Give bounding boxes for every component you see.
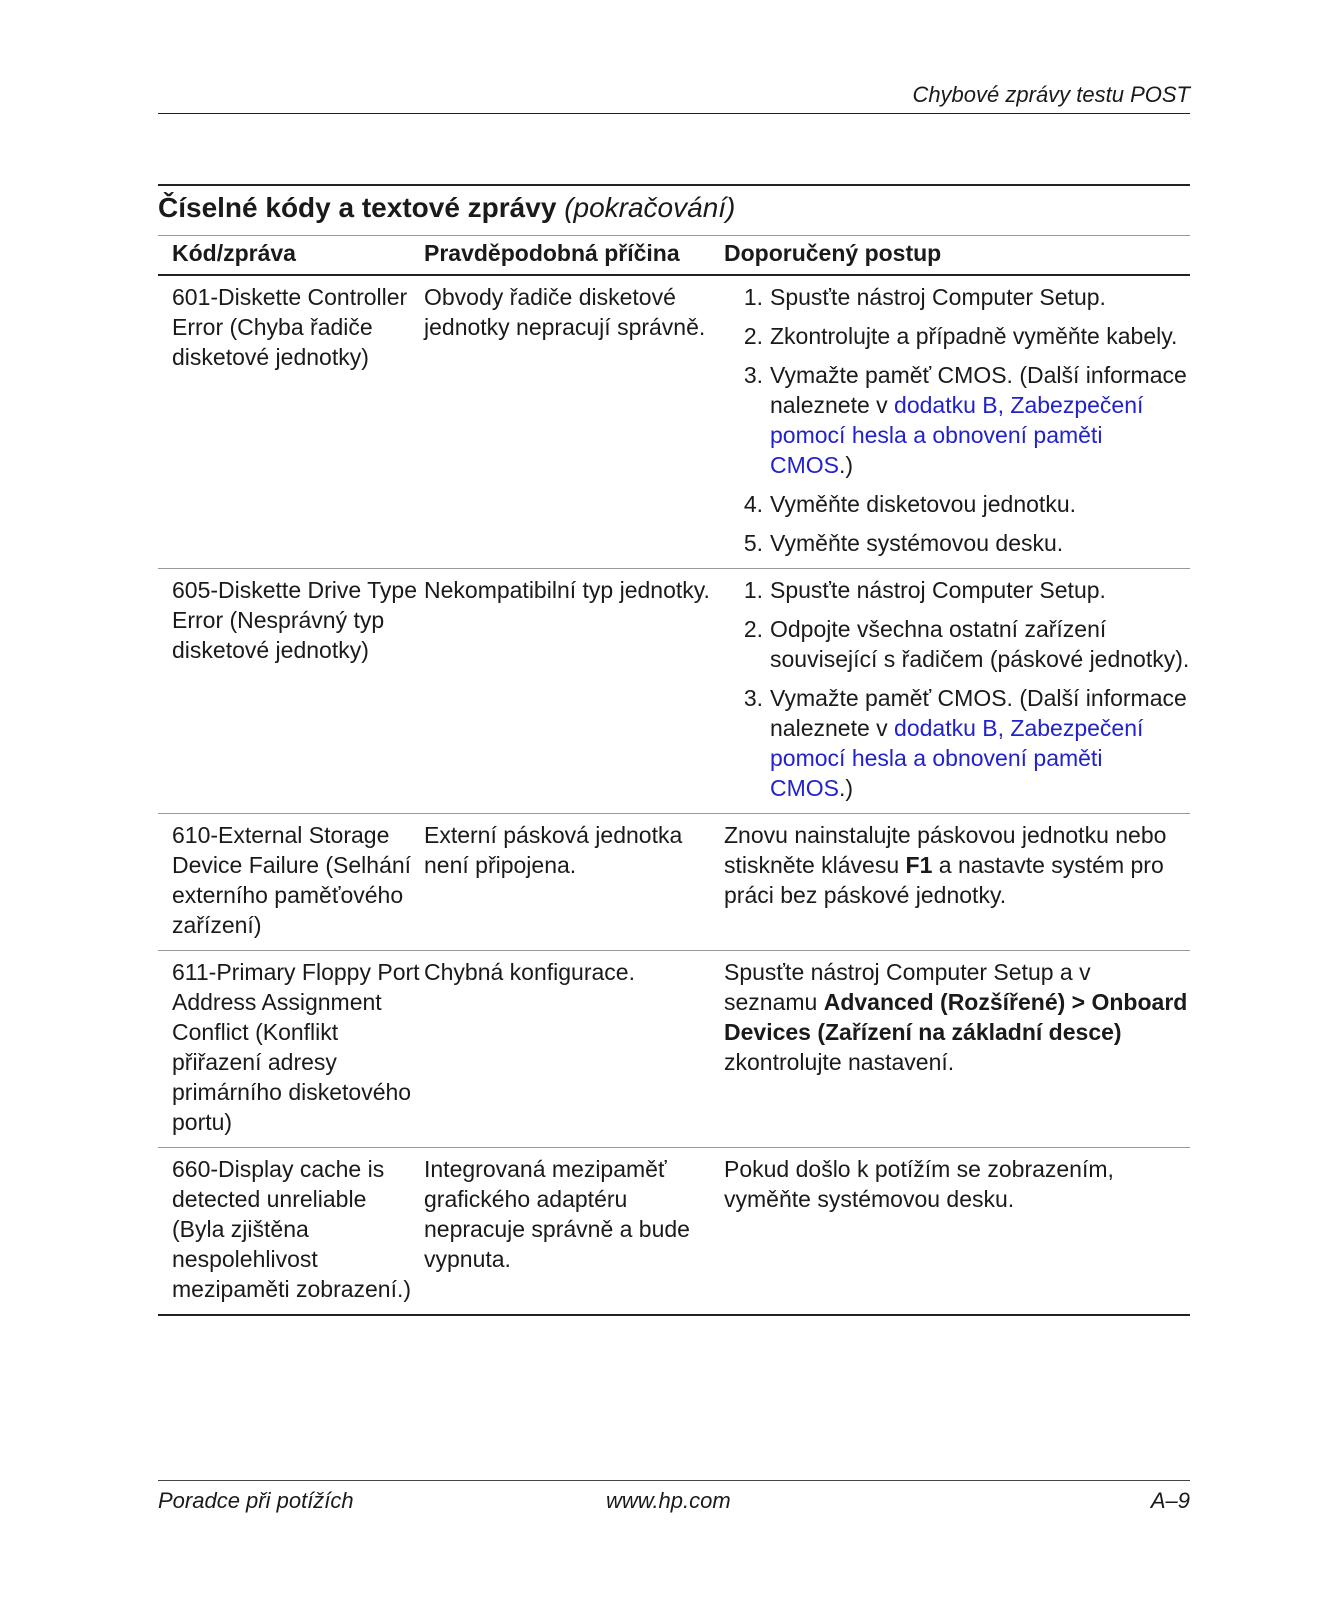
table-title-underline <box>158 235 1190 236</box>
table-header-row <box>158 238 1190 275</box>
code-cell: 605-Diskette Drive Type Error (Nesprávný typ disketové jednotky) <box>158 569 424 814</box>
step-text: Spusťte nástroj Computer Setup. <box>770 284 1106 310</box>
action-cell <box>724 951 1190 1148</box>
step-text <box>770 683 1190 803</box>
step-text-tail: .) <box>839 775 854 801</box>
menu-path: Advanced (Rozšířené) > Onboard Devices (Zařízení na základní desce) <box>724 989 1188 1045</box>
step-number: 5. <box>743 530 763 556</box>
code-cell: 610-External Storage Device Failure (Selhání externího paměťového zařízení) <box>158 814 424 951</box>
step-text <box>770 360 1190 480</box>
code-cell: 660-Display cache is detected unreliable (Byla zjištěna nespolehlivost mezipaměti zobrazení.) <box>158 1148 424 1316</box>
action-text-lead: Znovu nainstalujte páskovou jednotku nebo stiskněte klávesu <box>724 822 1167 878</box>
step-list <box>724 282 1190 558</box>
step-text: Odpojte všechna ostatní zařízení související s řadičem (páskové jednotky). <box>770 616 1190 672</box>
table-title-continued: (pokračování) <box>564 192 736 223</box>
step-text: Spusťte nástroj Computer Setup. <box>770 577 1106 603</box>
action-cell <box>724 569 1190 814</box>
cause-cell: Nekompatibilní typ jednotky. <box>424 569 724 814</box>
table-title-rule <box>158 184 1190 186</box>
error-codes-table <box>158 238 1190 1316</box>
action-cell: Pokud došlo k potížím se zobrazením, vyměňte systémovou desku. <box>724 1148 1190 1316</box>
column-header-cause: Pravděpodobná příčina <box>424 238 724 275</box>
footer-rule <box>158 1480 1190 1481</box>
appendix-b-link[interactable]: dodatku B, Zabezpečení pomocí hesla a obnovení paměti CMOS <box>770 715 1144 801</box>
table-row <box>158 1148 1190 1316</box>
step-number: 2. <box>743 616 763 642</box>
step-item <box>724 575 1190 605</box>
step-number: 2. <box>743 323 763 349</box>
key-label: F1 <box>905 852 933 878</box>
step-item <box>724 321 1190 351</box>
cause-cell: Obvody řadiče disketové jednotky nepracují správně. <box>424 275 724 569</box>
column-header-action: Doporučený postup <box>724 238 1190 275</box>
step-number: 4. <box>743 491 763 517</box>
step-text-tail: .) <box>839 452 854 478</box>
step-number: 3. <box>743 362 763 388</box>
table-title-main: Číselné kódy a textové zprávy <box>158 192 557 223</box>
step-number: 3. <box>743 685 763 711</box>
table-row <box>158 275 1190 569</box>
step-text: Vyměňte systémovou desku. <box>770 530 1064 556</box>
cause-cell: Chybná konfigurace. <box>424 951 724 1148</box>
step-text: Zkontrolujte a případně vyměňte kabely. <box>770 323 1178 349</box>
step-list <box>724 575 1190 803</box>
table-row <box>158 814 1190 951</box>
cause-cell: Integrovaná mezipaměť grafického adaptéru nepracuje správně a bude vypnuta. <box>424 1148 724 1316</box>
appendix-b-link[interactable]: dodatku B, Zabezpečení pomocí hesla a obnovení paměti CMOS <box>770 392 1144 478</box>
action-text-tail: zkontrolujte nastavení. <box>724 1049 955 1075</box>
action-cell <box>724 814 1190 951</box>
footer-guide-title: Poradce při potížích <box>158 1488 354 1513</box>
step-item <box>724 683 1190 803</box>
action-text-lead: Spusťte nástroj Computer Setup a v seznamu <box>724 959 1091 1015</box>
step-item <box>724 360 1190 480</box>
step-text-lead: Vymažte paměť CMOS. (Další informace naleznete v <box>770 685 1187 741</box>
header-rule <box>158 113 1190 114</box>
code-cell: 601-Diskette Controller Error (Chyba řadiče disketové jednotky) <box>158 275 424 569</box>
action-cell <box>724 275 1190 569</box>
step-number: 1. <box>743 577 763 603</box>
step-text: Vyměňte disketovou jednotku. <box>770 491 1076 517</box>
column-header-code: Kód/zpráva <box>158 238 424 275</box>
table-title <box>158 192 1190 224</box>
footer-url[interactable]: www.hp.com <box>606 1488 731 1513</box>
step-item <box>724 614 1190 674</box>
step-item <box>724 528 1190 558</box>
step-item <box>724 282 1190 312</box>
table-row <box>158 951 1190 1148</box>
action-text-tail: a nastavte systém pro práci bez páskové jednotky. <box>724 852 1164 908</box>
code-cell: 611-Primary Floppy Port Address Assignment Conflict (Konflikt přiřazení adresy primárního disketového portu) <box>158 951 424 1148</box>
step-number: 1. <box>743 284 763 310</box>
table-row <box>158 569 1190 814</box>
step-text-lead: Vymažte paměť CMOS. (Další informace naleznete v <box>770 362 1187 418</box>
step-item <box>724 489 1190 519</box>
page-number: A–9 <box>1150 1488 1190 1513</box>
cause-cell: Externí pásková jednotka není připojena. <box>424 814 724 951</box>
running-header: Chybové zprávy testu POST <box>912 82 1190 107</box>
